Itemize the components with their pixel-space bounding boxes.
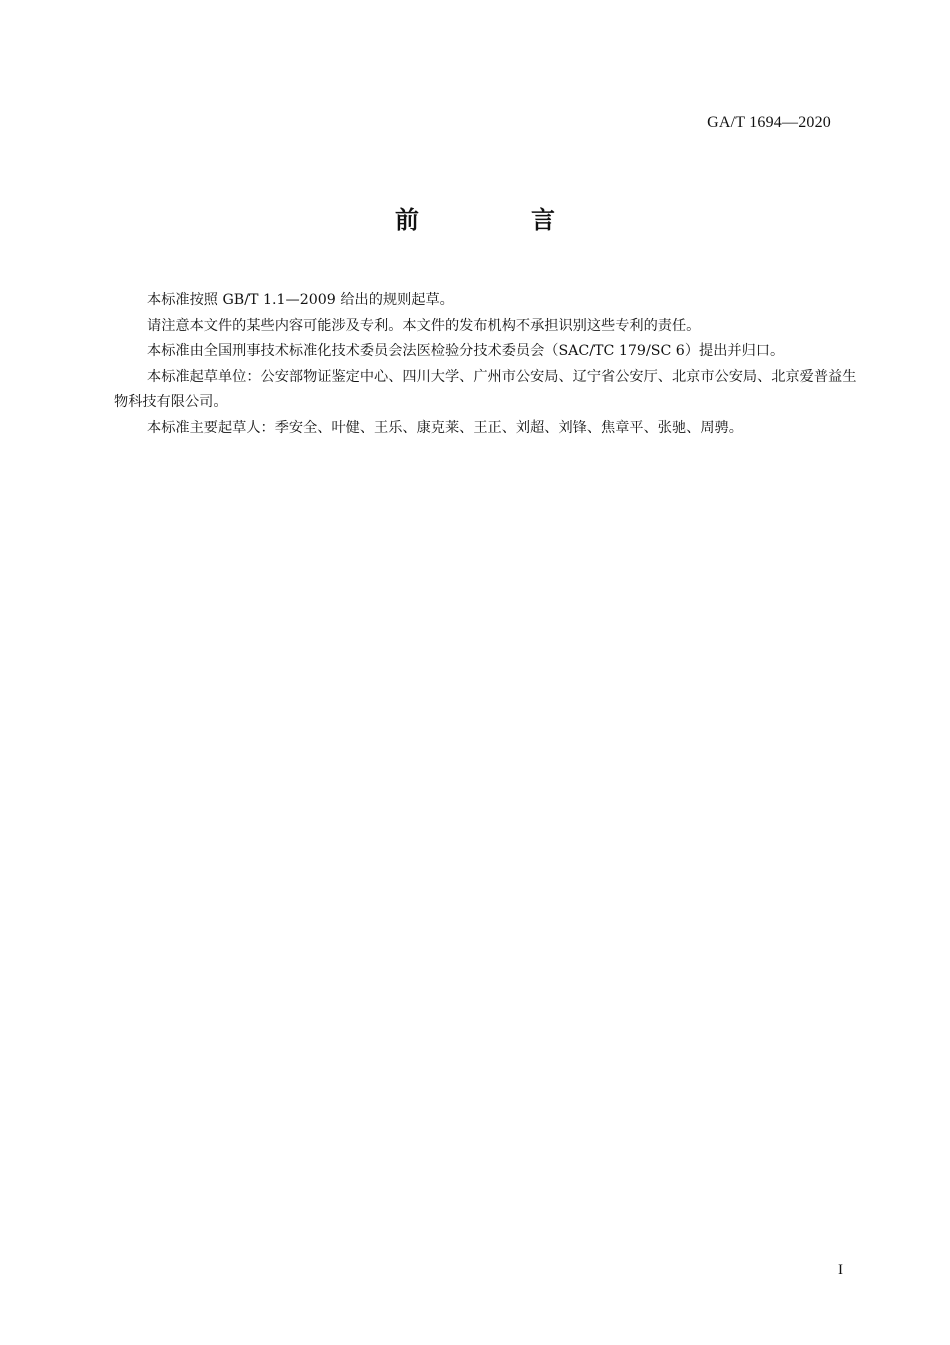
paragraph-patent-notice: 请注意本文件的某些内容可能涉及专利。本文件的发布机构不承担识别这些专利的责任。 [147, 317, 701, 334]
paragraph-proposer: 本标准由全国刑事技术标准化技术委员会法医检验分技术委员会（SAC/TC 179/SC 6）提出并归口。 [147, 343, 785, 359]
standard-code-header: GA/T 1694—2020 [707, 114, 831, 131]
paragraph-drafting-units: 本标准起草单位：公安部物证鉴定中心、四川大学、广州市公安局、辽宁省公安厅、北京市公安局、北京爱普益生物科技有限公司。 [114, 368, 857, 410]
paragraph-drafting-rules: 本标准按照 GB/T 1.1—2009 给出的规则起草。 [147, 292, 454, 308]
page-number: I [838, 1262, 843, 1278]
paragraph-drafters: 本标准主要起草人：季安全、叶健、王乐、康克莱、王正、刘超、刘锋、焦章平、张驰、周骋。 [147, 419, 743, 436]
page-title: 前 言 [395, 206, 599, 234]
foreword-body [114, 288, 866, 441]
